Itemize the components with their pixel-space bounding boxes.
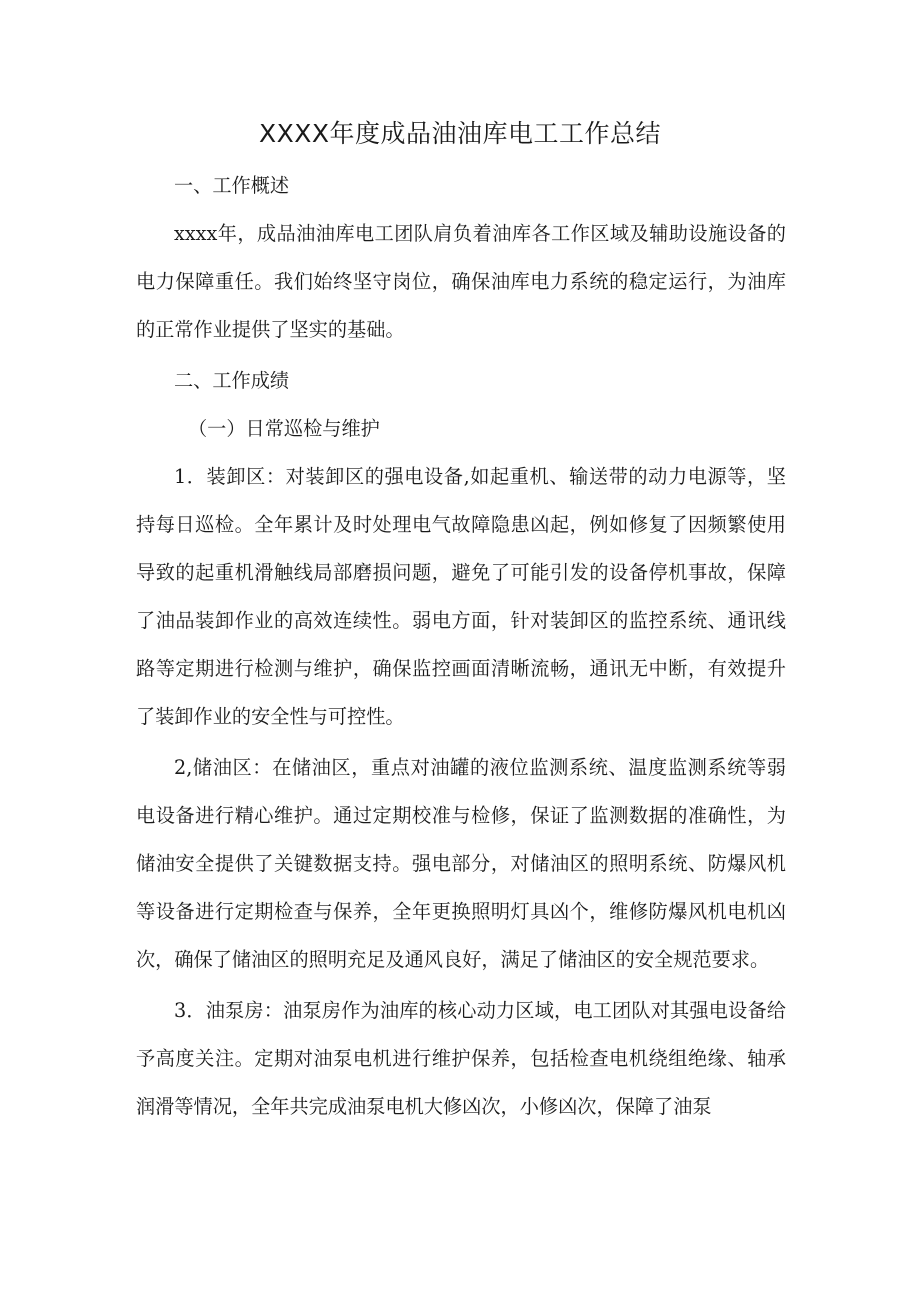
document-title: XXXX年度成品油油库电工工作总结	[258, 119, 661, 148]
paragraph-storage-area: 2,储油区：在储油区，重点对油罐的液位监测系统、温度监测系统等弱电设备进行精心维护。通过定期校准与检修，保证了监测数据的准确性，为储油安全提供了关键数据支持。强电部分，对储油区的照明系统、防爆风机等设备进行定期检查与保养，全年更换照明灯具凶个，维修防爆风机电机凶次，确保了储油区的照明充足及通风良好，满足了储油区的安全规范要求。	[136, 756, 786, 971]
paragraph-pump-room: 3．油泵房：油泵房作为油库的核心动力区域，电工团队对其强电设备给予高度关注。定期对油泵电机进行维护保养，包括检查电机绕组绝缘、轴承润滑等情况，全年共完成油泵电机大修凶次，小修凶次，保障了油泵	[136, 999, 786, 1118]
section-heading-overview: 一、工作概述	[174, 174, 290, 197]
paragraph-loading-area: 1．装卸区：对装卸区的强电设备,如起重机、输送带的动力电源等，坚持每日巡检。全年累计及时处理电气故障隐患凶起，例如修复了因频繁使用导致的起重机滑触线局部磨损问题，避免了可能引发的设备停机事故，保障了油品装卸作业的高效连续性。弱电方面，针对装卸区的监控系统、通讯线路等定期进行检测与维护，确保监控画面清晰流畅，通讯无中断，有效提升了装卸作业的安全性与可控性。	[136, 465, 786, 728]
section-heading-achievements: 二、工作成绩	[174, 369, 290, 392]
subsection-heading-inspection: （一）日常巡检与维护	[188, 417, 380, 440]
document-body	[136, 162, 786, 1131]
paragraph-overview: xxxx年，成品油油库电工团队肩负着油库各工作区域及辅助设施设备的电力保障重任。我们始终坚守岗位，确保油库电力系统的稳定运行，为油库的正常作业提供了坚实的基础。	[136, 222, 786, 341]
